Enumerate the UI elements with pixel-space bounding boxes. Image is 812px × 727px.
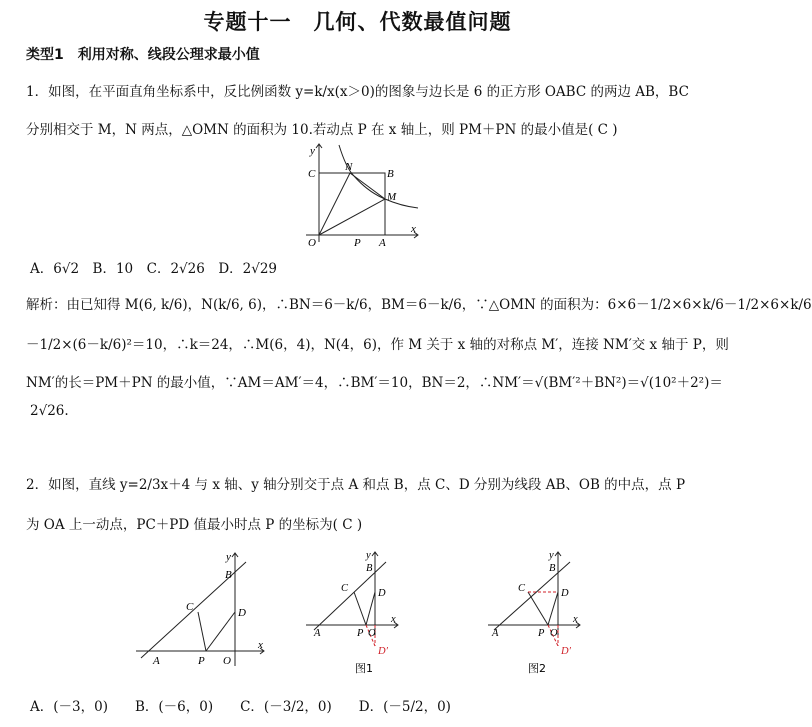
f2-label-d: D xyxy=(561,588,569,599)
fig2m-label-p: P xyxy=(198,655,205,667)
f2-label-o: O xyxy=(550,628,558,639)
fig1-label-y: y xyxy=(310,145,315,157)
fig1-label-c: C xyxy=(308,168,316,180)
q1-solution-3: NM′的长＝PM＋PN 的最小值，∵AM＝AM′＝4，∴BM′＝10，BN＝2，∴NM′＝√(BM′²＋BN²)＝√(10²＋2²)＝ xyxy=(26,375,723,391)
fig1-label-a: A xyxy=(379,237,386,249)
f1-label-y: y xyxy=(366,550,371,561)
f1-label-o: O xyxy=(368,628,376,639)
q1-solution-2: －1/2×(6－k/6)²＝10，∴k＝24，∴M(6，4)，N(4，6)，作 M 关于 x 轴的对称点 M′，连接 NM′交 x 轴于 P，则 xyxy=(26,337,729,353)
f2-label-x: x xyxy=(573,614,578,625)
fig2m-label-c: C xyxy=(186,601,194,613)
fig1-label-n: N xyxy=(345,161,353,173)
fig1-label-p: P xyxy=(354,237,361,249)
f1-label-b: B xyxy=(366,563,373,574)
fig2m-label-b: B xyxy=(225,569,232,581)
q2-figure-main xyxy=(136,548,271,670)
q1-line-1: 1．如图，在平面直角坐标系中，反比例函数 y=k/x(x＞0)的图象与边长是 6 的正方形 OABC 的两边 AB，BC xyxy=(26,84,689,100)
f1-label-d: D xyxy=(378,588,386,599)
f2-label-dprime: D′ xyxy=(561,646,571,657)
fig1-label-o: O xyxy=(308,237,316,249)
f2-label-y: y xyxy=(549,550,554,561)
fig2-caption: 图2 xyxy=(528,662,546,675)
q2-figure-2 xyxy=(488,548,603,675)
f1-label-dprime: D′ xyxy=(378,646,388,657)
fig1-label-x: x xyxy=(411,223,416,235)
f2-label-b: B xyxy=(549,563,556,574)
f1-label-x: x xyxy=(391,614,396,625)
fig2m-label-a: A xyxy=(153,655,160,667)
q1-solution-4: 2√26. xyxy=(30,403,69,419)
f2-label-p: P xyxy=(538,628,545,639)
q2-line-2: 为 OA 上一动点，PC＋PD 值最小时点 P 的坐标为( C ) xyxy=(26,517,363,533)
q1-choices: A．6√2 B．10 C．2√26 D．2√29 xyxy=(30,261,278,277)
f2-label-c: C xyxy=(518,583,526,594)
f2-label-a: A xyxy=(492,628,499,639)
q1-line-2: 分别相交于 M，N 两点，△OMN 的面积为 10.若动点 P 在 x 轴上，则 PM＋PN 的最小值是( C ) xyxy=(26,122,618,138)
q2-figure-1 xyxy=(306,548,421,675)
fig2m-label-o: O xyxy=(223,655,231,667)
q1-figure xyxy=(296,140,426,248)
q1-solution-1: 解析：由已知得 M(6, k/6)，N(k/6, 6)，∴BN＝6－k/6，BM＝6－k/6，∵△OMN 的面积为：6×6－1/2×6×k/6－1/2×6×k/6 xyxy=(26,297,812,313)
fig2m-label-x: x xyxy=(258,639,263,651)
fig2m-label-y: y xyxy=(226,551,231,563)
f1-label-a: A xyxy=(314,628,321,639)
fig1-label-m: M xyxy=(387,191,397,203)
fig2m-label-d: D xyxy=(238,607,246,619)
section-heading: 类型1 利用对称、线段公理求最小值 xyxy=(26,47,260,63)
fig1-caption: 图1 xyxy=(355,662,373,675)
page-title: 专题十一 几何、代数最值问题 xyxy=(203,10,512,34)
fig1-label-b: B xyxy=(387,168,394,180)
q2-line-1: 2．如图，直线 y=2/3x＋4 与 x 轴、y 轴分别交于点 A 和点 B，点 C、D 分别为线段 AB、OB 的中点，点 P xyxy=(26,477,686,493)
f1-label-c: C xyxy=(341,583,349,594)
q2-choices: A．(－3，0) B．(－6，0) C．(－3/2，0) D．(－5/2，0) xyxy=(30,699,451,715)
f1-label-p: P xyxy=(357,628,364,639)
